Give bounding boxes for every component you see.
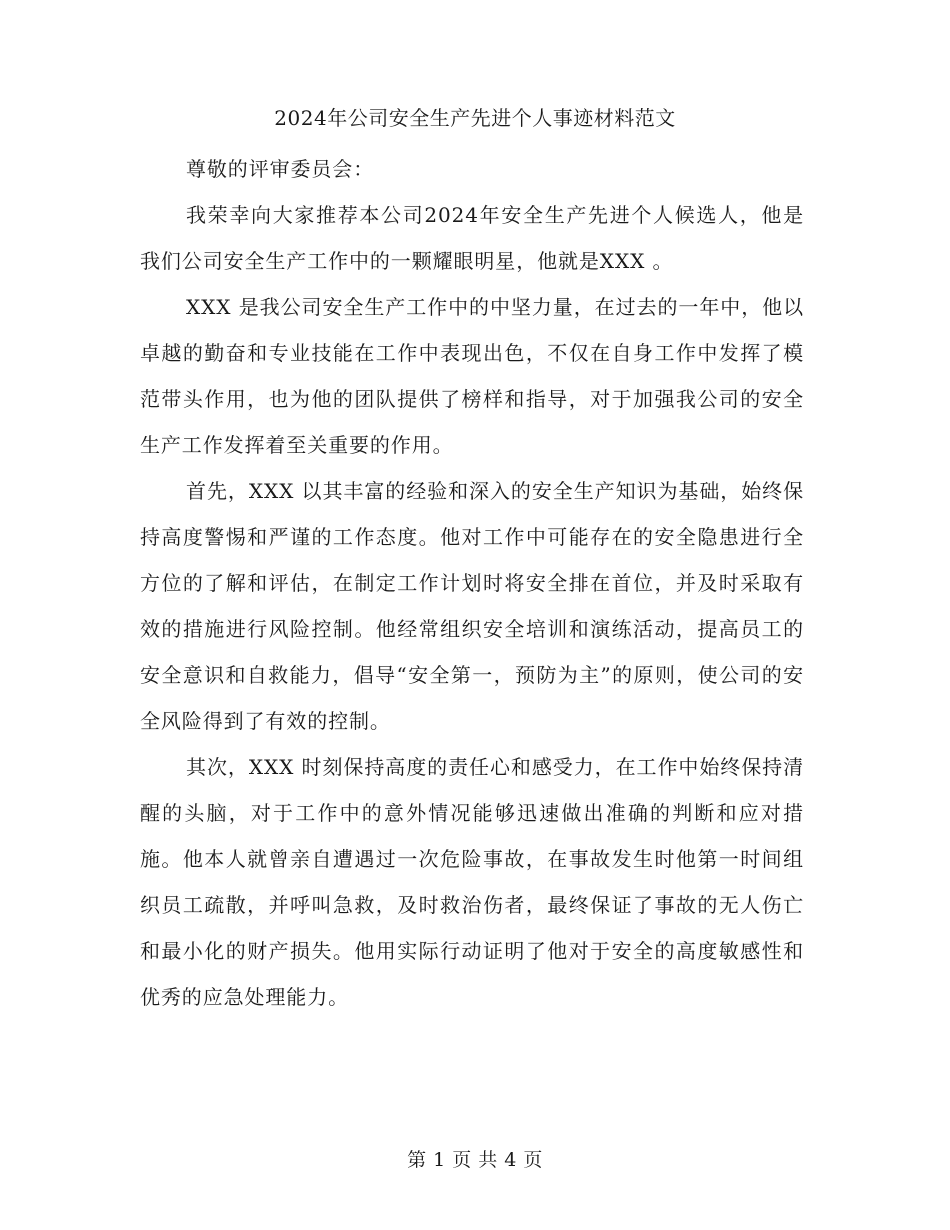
page-footer: 第 1 页 共 4 页 (407, 1149, 543, 1171)
paragraph-second-point: 其次，XXX 时刻保持高度的责任心和感受力，在工作中始终保持清醒的头脑，对于工作中的意外情况能够迅速做出准确的判断和应对措施。他本人就曾亲自遭遇过一次危险事故，在事故发生时他第一时间组织员工疏散，并呼叫急救，及时救治伤者，最终保证了事故的无人伤亡和最小化的财产损失。他用实际行动证明了他对于安全的高度敏感性和优秀的应急处理能力。 (140, 755, 804, 1009)
paragraph-first-point: 首先，XXX 以其丰富的经验和深入的安全生产知识为基础，始终保持高度警惕和严谨的工作态度。他对工作中可能存在的安全隐患进行全方位的了解和评估，在制定工作计划时将安全排在首位，并及时采取有效的措施进行风险控制。他经常组织安全培训和演练活动，提高员工的安全意识和自救能力，倡导“安全第一，预防为主”的原则，使公司的安全风险得到了有效的控制。 (140, 479, 804, 733)
paragraph-intro: 我荣幸向大家推荐本公司2024年安全生产先进个人候选人，他是我们公司安全生产工作中的一颗耀眼明星，他就是XXX 。 (140, 203, 804, 273)
document-body (140, 146, 804, 1020)
paragraph-overview: XXX 是我公司安全生产工作中的中坚力量，在过去的一年中，他以卓越的勤奋和专业技能在工作中表现出色，不仅在自身工作中发挥了模范带头作用，也为他的团队提供了榜样和指导，对于加强我公司的安全生产工作发挥着至关重要的作用。 (140, 295, 804, 457)
document-title: 2024年公司安全生产先进个人事迹材料范文 (274, 106, 676, 130)
salutation: 尊敬的评审委员会： (186, 157, 375, 181)
